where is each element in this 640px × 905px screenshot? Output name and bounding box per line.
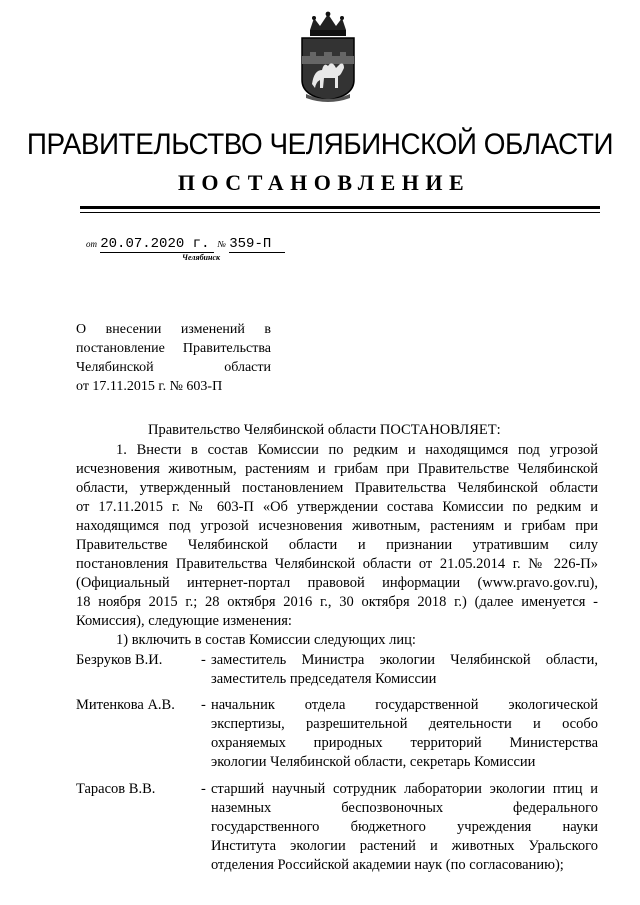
document-date: 20.07.2020 г. [100,236,210,252]
paragraph-line: 18 ноября 2015 г.; 28 октября 2016 г., 30 октября 2018 г.) (далее именуется - [76,594,598,610]
role-line: государственного бюджетного учреждения науки [211,819,598,835]
member-dash: - [201,781,206,797]
document-number: 359-П [229,236,272,252]
subject-line: О внесении изменений в [76,322,271,337]
role-line: наземных беспозвоночных федерального [211,800,598,816]
header-divider-thick [80,206,600,209]
role-line: экологии Челябинской области, секретарь Комиссии [211,754,536,770]
document-subject [76,320,271,396]
paragraph-line: (Официальный интернет-портал правовой информации (www.pravo.gov.ru), [76,575,598,591]
preamble: Правительство Челябинской области ПОСТАНОВЛЯЕТ: [148,422,501,438]
subject-line: от 17.11.2015 г. № 603-П [76,379,223,394]
member-dash: - [201,697,206,713]
paragraph-line: области, утвержденный постановлением Правительства Челябинской области [76,480,598,496]
header-divider-thin [80,212,600,213]
member-name: Безруков В.И. [76,652,163,668]
paragraph-line: исчезновения животным, растениям и грибам при Правительстве Челябинской [76,461,598,477]
date-number-line [86,235,285,253]
government-title: ПРАВИТЕЛЬСТВО ЧЕЛЯБИНСКОЙ ОБЛАСТИ [26,128,614,161]
paragraph-line: 1. Внести в состав Комиссии по редким и находящимся под угрозой [116,442,598,458]
paragraph-line: 1) включить в состав Комиссии следующих лиц: [116,632,416,648]
role-line: начальник отдела государственной экологической [211,697,598,713]
role-line: заместитель Министра экологии Челябинской области, [211,652,598,668]
city-label: Челябинск [182,253,221,262]
paragraph-line: от 17.11.2015 г. № 603-П «Об утверждении состава Комиссии по редким и [76,499,598,515]
member-role [211,651,598,689]
date-prefix: от [86,239,97,249]
member-name: Тарасов В.В. [76,781,156,797]
paragraph-line: Комиссия), следующие изменения: [76,613,292,629]
member-role [211,696,598,772]
crown-icon [310,12,346,36]
member-dash: - [201,652,206,668]
role-line: охраняемых природных территорий Министерства [211,735,598,751]
number-prefix: № [217,239,226,249]
subject-line: постановление Правительства [76,341,271,356]
role-line: старший научный сотрудник лаборатории экологии птиц и [211,781,598,797]
role-line: заместитель председателя Комиссии [211,671,437,687]
role-line: отделения Российской академии наук (по согласованию); [211,857,564,873]
paragraph-line: постановления Правительства Челябинской области от 21.05.2014 г. № 226-П» [76,556,598,572]
resolution-paragraph [76,441,598,650]
paragraph-line: находящимся под угрозой исчезновения животным, растениям и грибам при [76,518,598,534]
role-line: экспертизы, разрешительной деятельности и особо [211,716,598,732]
paragraph-line: Правительстве Челябинской области и признании утратившим силу [76,537,598,553]
coat-of-arms-emblem [296,10,360,102]
role-line: Института экологии растений и животных Уральского [211,838,598,854]
member-name: Митенкова А.В. [76,697,175,713]
document-type-title: ПОСТАНОВЛЕНИЕ [177,170,471,195]
subject-line: Челябинской области [76,360,271,375]
member-role [211,780,598,875]
